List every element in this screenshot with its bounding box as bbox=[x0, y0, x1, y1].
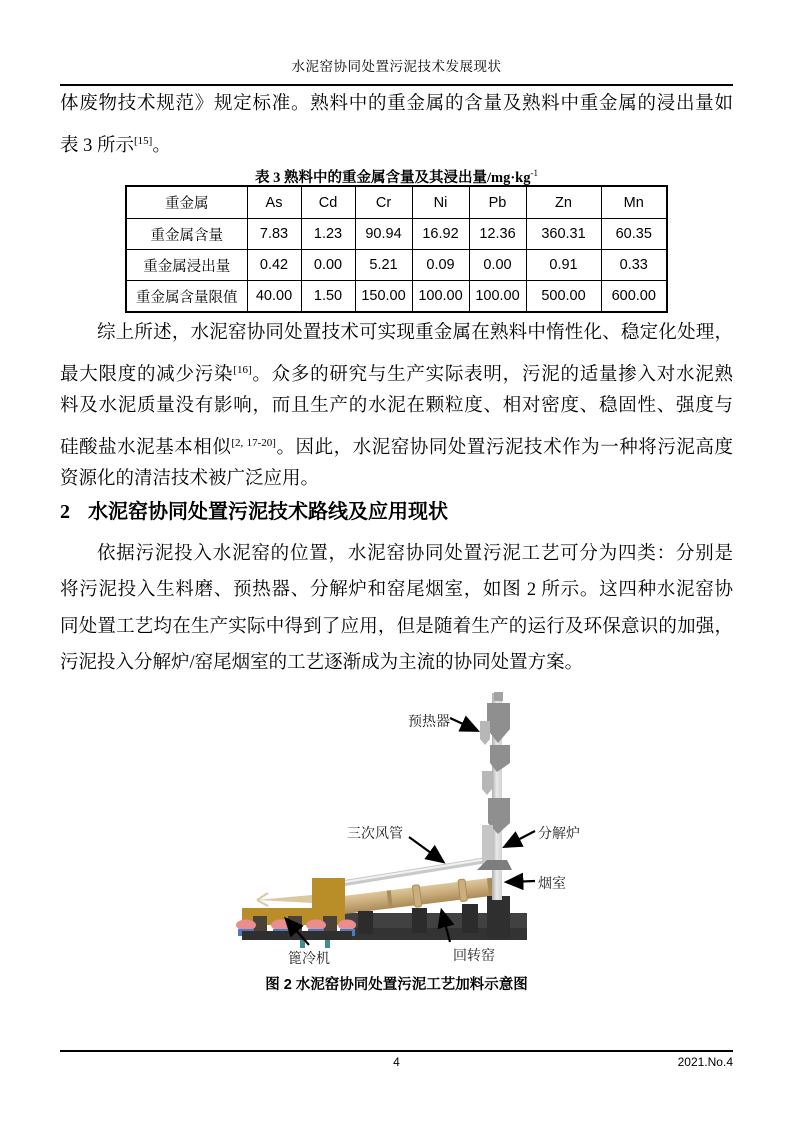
text-segment: 资源化的清洁技术被广泛应用。 bbox=[60, 469, 320, 489]
value-cell: 60.35 bbox=[601, 219, 667, 250]
table-row bbox=[126, 219, 667, 250]
text-line bbox=[60, 461, 733, 498]
value-cell: 1.50 bbox=[301, 281, 355, 313]
value-cell: 5.21 bbox=[355, 250, 412, 281]
table-header-cell: As bbox=[247, 186, 301, 219]
figure-2-caption: 图 2 水泥窑协同处置污泥工艺加料示意图 bbox=[265, 976, 528, 993]
table-header-cell: Zn bbox=[526, 186, 601, 219]
value-cell: 0.09 bbox=[412, 250, 469, 281]
text-segment: 。众多的研究与生产实际表明，污泥的适量掺入对水泥熟 bbox=[251, 364, 733, 385]
table-title bbox=[60, 161, 733, 185]
tertiary-air-duct-label: 三次风管 bbox=[347, 826, 403, 842]
cement-kiln-diagram bbox=[76, 690, 716, 975]
value-cell: 0.91 bbox=[526, 250, 601, 281]
spacer bbox=[60, 526, 733, 536]
section-title: 水泥窑协同处置污泥技术路线及应用现状 bbox=[88, 500, 448, 523]
text-line bbox=[60, 645, 733, 682]
figure-2 bbox=[60, 690, 733, 975]
table-title-text: 表 3 熟料中的重金属含量及其浸出量/mg·kg bbox=[254, 170, 531, 186]
preheater-tower-shape bbox=[477, 692, 512, 900]
citation-superscript: [16] bbox=[233, 363, 252, 376]
value-cell: 0.33 bbox=[601, 250, 667, 281]
page-header bbox=[60, 0, 733, 86]
running-head-title: 水泥窑协同处置污泥技术发展现状 bbox=[291, 59, 502, 74]
table-header-cell: 重金属 bbox=[126, 186, 247, 219]
section-number: 2 bbox=[60, 500, 70, 523]
text-segment: 最大限度的减少污染 bbox=[60, 364, 234, 385]
text-segment: 。因此，水泥窑协同处置污泥技术作为一种将污泥高度 bbox=[275, 437, 733, 458]
text-line bbox=[60, 425, 733, 462]
text-line bbox=[60, 609, 733, 646]
text-segment: 。 bbox=[152, 135, 171, 156]
value-cell: 90.94 bbox=[355, 219, 412, 250]
row-label-cell: 重金属浸出量 bbox=[126, 250, 247, 281]
row-label-cell: 重金属含量 bbox=[126, 219, 247, 250]
table-header-cell: Mn bbox=[601, 186, 667, 219]
text-segment: 依据污泥投入水泥窑的位置，水泥窑协同处置污泥工艺可分为四类：分别是 bbox=[97, 543, 733, 564]
text-line bbox=[60, 315, 733, 352]
text-segment: 体废物技术规范》规定标准。熟料中的重金属的含量及熟料中重金属的浸出量如 bbox=[60, 94, 733, 114]
text-segment: 硅酸盐水泥基本相似 bbox=[60, 437, 232, 458]
citation-superscript: [2, 17-20] bbox=[231, 436, 276, 449]
value-cell: 0.00 bbox=[301, 250, 355, 281]
text-line bbox=[60, 352, 733, 389]
table-header-cell: Ni bbox=[412, 186, 469, 219]
value-cell: 500.00 bbox=[526, 281, 601, 313]
value-cell: 16.92 bbox=[412, 219, 469, 250]
value-cell: 360.31 bbox=[526, 219, 601, 250]
text-line bbox=[60, 388, 733, 425]
summary-paragraph bbox=[60, 315, 733, 498]
page-footer bbox=[60, 1050, 733, 1069]
heavy-metals-table bbox=[125, 185, 668, 313]
text-segment: 将污泥投入生料磨、预热器、分解炉和窑尾烟室，如图 2 所示。这四种水泥窑协 bbox=[60, 580, 733, 600]
value-cell: 40.00 bbox=[247, 281, 301, 313]
grate-cooler-shape bbox=[236, 878, 356, 948]
page-number: 4 bbox=[393, 1055, 400, 1069]
table-header-cell: Cd bbox=[301, 186, 355, 219]
value-cell: 0.42 bbox=[247, 250, 301, 281]
value-cell: 150.00 bbox=[355, 281, 412, 313]
rotary-kiln-label: 回转窑 bbox=[453, 948, 495, 964]
issue-label: 2021.No.4 bbox=[677, 1055, 733, 1069]
smoke-chamber-label: 烟室 bbox=[538, 876, 566, 892]
smoke-chamber-shape bbox=[487, 896, 510, 938]
grate-cooler-label: 篦冷机 bbox=[288, 951, 330, 967]
text-line bbox=[60, 123, 733, 160]
table-row bbox=[126, 250, 667, 281]
table-title-superscript: -1 bbox=[530, 168, 538, 178]
text-line bbox=[60, 572, 733, 609]
citation-superscript: [15] bbox=[134, 134, 153, 147]
preheater-label: 预热器 bbox=[408, 714, 450, 730]
section-2-heading bbox=[60, 499, 733, 526]
table-row bbox=[126, 281, 667, 313]
value-cell: 7.83 bbox=[247, 219, 301, 250]
value-cell: 1.23 bbox=[301, 219, 355, 250]
calciner-label: 分解炉 bbox=[538, 826, 580, 842]
text-segment: 污泥投入分解炉/窑尾烟室的工艺逐渐成为主流的协同处置方案。 bbox=[60, 653, 584, 673]
text-segment: 表 3 所示 bbox=[60, 135, 135, 156]
value-cell: 100.00 bbox=[412, 281, 469, 313]
value-cell: 600.00 bbox=[601, 281, 667, 313]
table-header-cell: Pb bbox=[469, 186, 526, 219]
table-header-cell: Cr bbox=[355, 186, 412, 219]
text-segment: 同处置工艺均在生产实际中得到了应用，但是随着生产的运行及环保意识的加强， bbox=[60, 616, 733, 637]
value-cell: 0.00 bbox=[469, 250, 526, 281]
text-segment: 料及水泥质量没有影响，而且生产的水泥在颗粒度、相对密度、稳固性、强度与 bbox=[60, 396, 733, 416]
value-cell: 100.00 bbox=[469, 281, 526, 313]
text-line bbox=[60, 536, 733, 573]
text-segment: 综上所述，水泥窑协同处置技术可实现重金属在熟料中惰性化、稳定化处理， bbox=[97, 323, 733, 343]
intro-paragraph bbox=[60, 86, 733, 159]
text-line bbox=[60, 86, 733, 123]
process-paragraph bbox=[60, 536, 733, 682]
table-header-row bbox=[126, 186, 667, 219]
value-cell: 12.36 bbox=[469, 219, 526, 250]
row-label-cell: 重金属含量限值 bbox=[126, 281, 247, 313]
